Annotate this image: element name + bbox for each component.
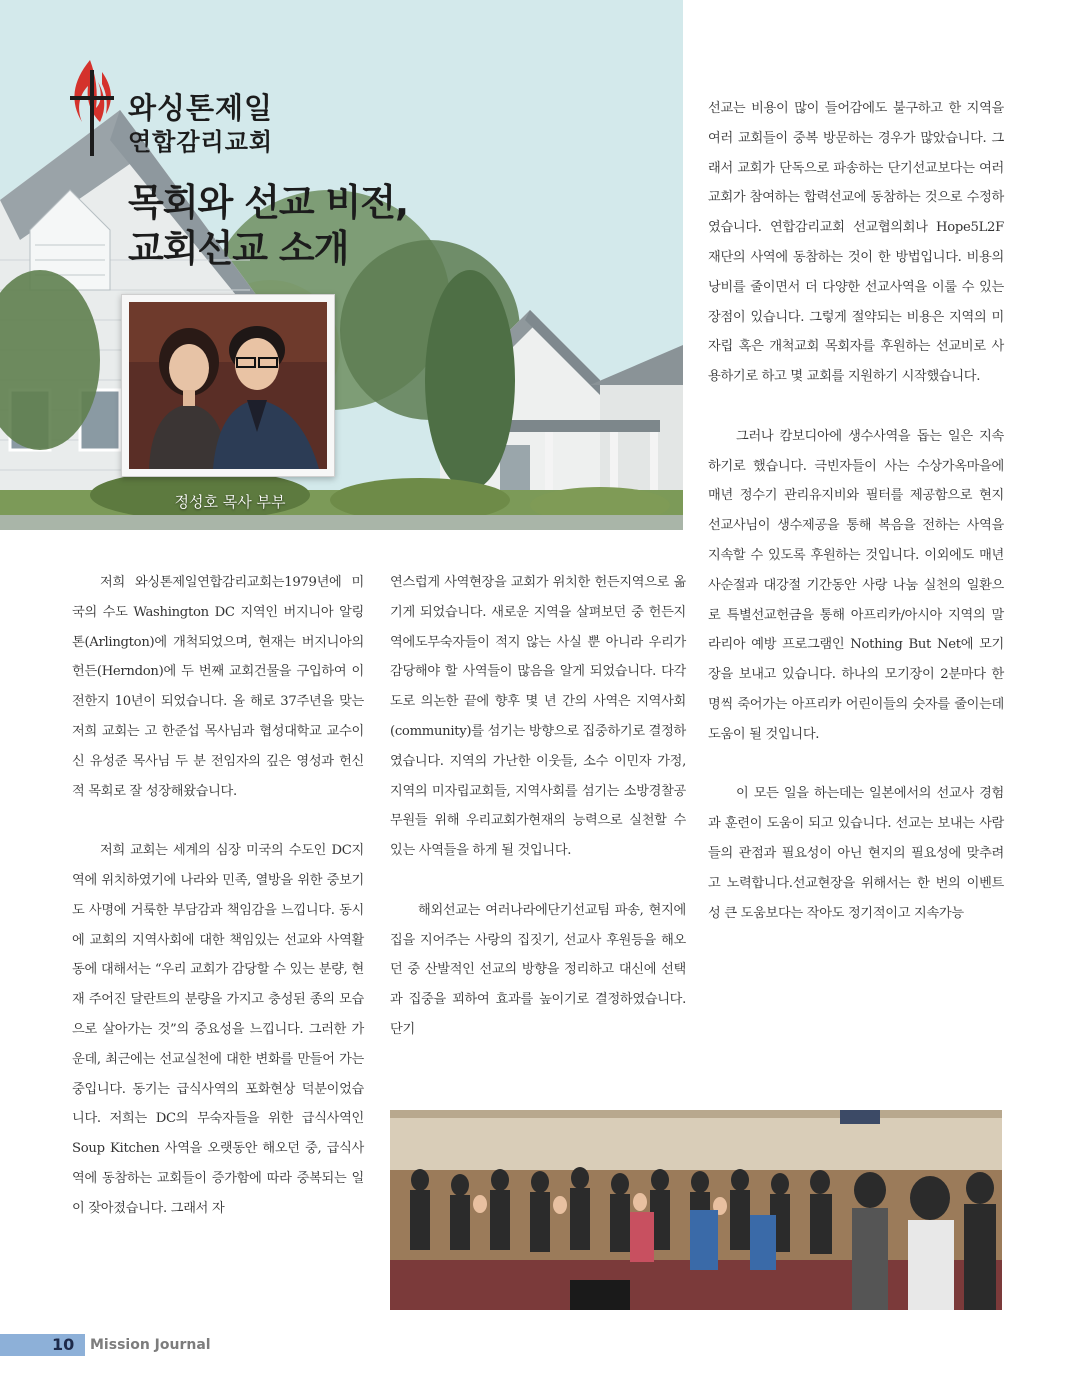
worship-service-photo — [390, 1110, 1002, 1310]
church-name-line2: 연합감리교회 — [128, 128, 274, 156]
church-name-line1: 와싱톤제일 — [128, 91, 274, 125]
paragraph: 선교는 비용이 많이 들어감에도 불구하고 한 지역을 여러 교회들이 중복 방문하는 경우가 많았습니다. 그래서 교회가 단독으로 파송하는 단기선교보다는 여러교회가 참여하는 합력선교에 동참하는 것으로 수정하였습니다. 연합감리교회 선교협의회나 Hope5L2F 재단의 사역에 동참하는 것이 한 방법입니다. 비용의 낭비를 줄이면서 더 다양한 선교사역을 이룰 수 있는 장점이 있습니다. 그렇게 절약되는 비용은 지역의 미자립 혹은 개척교회 목회자를 후원하는 선교비로 사용하기로 하고 몇 교회를 지원하기 시작했습니다. — [708, 101, 1004, 385]
paragraph: 해외선교는 여러나라에단기선교팀 파송, 현지에 집을 지어주는 사랑의 집짓기, 선교사 후원등을 해오던 중 산발적인 선교의 방향을 정리하고 대신에 선택과 집중을 꾀하여 효과를 높이기로 결정하였습니다. 단기 — [390, 902, 686, 1037]
paragraph: 그러나 캄보디아에 생수사역을 돕는 일은 지속하기로 했습니다. 극빈자들이 사는 수상가옥마을에 매년 정수기 관리유지비와 필터를 제공함으로 현지 선교사님이 생수제공을 통해 복음을 전하는 사역을 지속할 수 있도록 후원하는 것입니다. 이외에도 매년 사순절과 대강절 기간동안 사랑 나눔 실천의 일환으로 특별선교헌금을 통해 아프리카/아시아 지역의 말라리아 예방 프로그램인 Nothing But Net에 모기장을 보내고 있습니다. 하나의 모기장이 2분마다 한 명씩 죽어가는 아프리카 어린이들의 숫자를 줄이는데 도움이 될 것입니다. — [708, 428, 1004, 742]
worship-crowd-image — [390, 1110, 1002, 1310]
portrait-caption: 정성호 목사 부부 — [174, 493, 286, 511]
article-column-left — [72, 568, 364, 1224]
header-image — [0, 0, 683, 530]
paragraph: 이 모든 일을 하는데는 일본에서의 선교사 경험과 훈련이 도움이 되고 있습니다. 선교는 보내는 사람들의 관점과 필요성이 아닌 현지의 필요성에 맞추려고 노력합니다.선교현장을 위해서는 한 번의 이벤트성 큰 도움보다는 작아도 정기적이고 지속가능 — [708, 786, 1004, 921]
page-number: 10 — [52, 1335, 75, 1354]
portrait-image — [129, 302, 327, 469]
paragraph: 저희 와싱톤제일연합감리교회는1979년에 미국의 수도 Washington DC 지역인 버지니아 알링톤(Arlington)에 개척되었으며, 현재는 버지니아의 헌든(Herndon)에 두 번째 교회건물을 구입하여 이전한지 10년이 되었습니다. 올 해로 37주년을 맞는 저희 교회는 고 한준섭 목사님과 협성대학교 교수이신 유성준 목사님 두 분 전임자의 깊은 영성과 헌신적 목회로 잘 성장해왔습니다. — [72, 575, 364, 799]
headline-line2: 교회선교 소개 — [128, 227, 349, 270]
pastor-couple-portrait — [121, 294, 335, 477]
cross-and-flame-logo-icon — [62, 52, 122, 162]
paragraph: 저희 교회는 세계의 심장 미국의 수도인 DC지역에 위치하였기에 나라와 민족, 열방을 위한 중보기도 사명에 거룩한 부담감과 책임감을 느낍니다. 동시에 교회의 지역사회에 대한 책임있는 선교와 사역활동에 대해서는 “우리 교회가 감당할 수 있는 분량, 현재 주어진 달란트의 분량을 가지고 충성된 종의 모습으로 살아가는 것”의 중요성을 느낍니다. 그러한 가운데, 최근에는 선교실천에 대한 변화를 만들어 가는 중입니다. 동기는 급식사역의 포화현상 덕분이었습니다. 저희는 DC의 무숙자들을 위한 급식사역인 Soup Kitchen 사역을 오랫동안 해오던 중, 급식사역에 동참하는 교회들이 증가함에 따라 중복되는 일이 잦아졌습니다. 그래서 자 — [72, 843, 364, 1216]
article-column-middle — [390, 568, 686, 1045]
headline-line1: 목회와 선교 비전, — [128, 181, 409, 224]
article-column-right — [708, 94, 1004, 928]
article-headline — [128, 180, 408, 272]
journal-name: Mission Journal — [90, 1337, 211, 1353]
paragraph: 연스럽게 사역현장을 교회가 위치한 헌든지역으로 옮기게 되었습니다. 새로운 지역을 살펴보던 중 헌든지역에도무숙자들이 적지 않는 사실 뿐 아니라 우리가 감당해야 할 사역들이 많음을 알게 되었습니다. 다각도로 의논한 끝에 향후 몇 년 간의 사역은 지역사회(community)를 섬기는 방향으로 집중하기로 결정하였습니다. 지역의 가난한 이웃들, 소수 이민자 가정, 지역의 미자립교회들, 지역사회를 섬기는 소방경찰공무원들 위해 우리교회가현재의 능력으로 실천할 수 있는 사역들을 하게 될 것입니다. — [390, 575, 686, 859]
